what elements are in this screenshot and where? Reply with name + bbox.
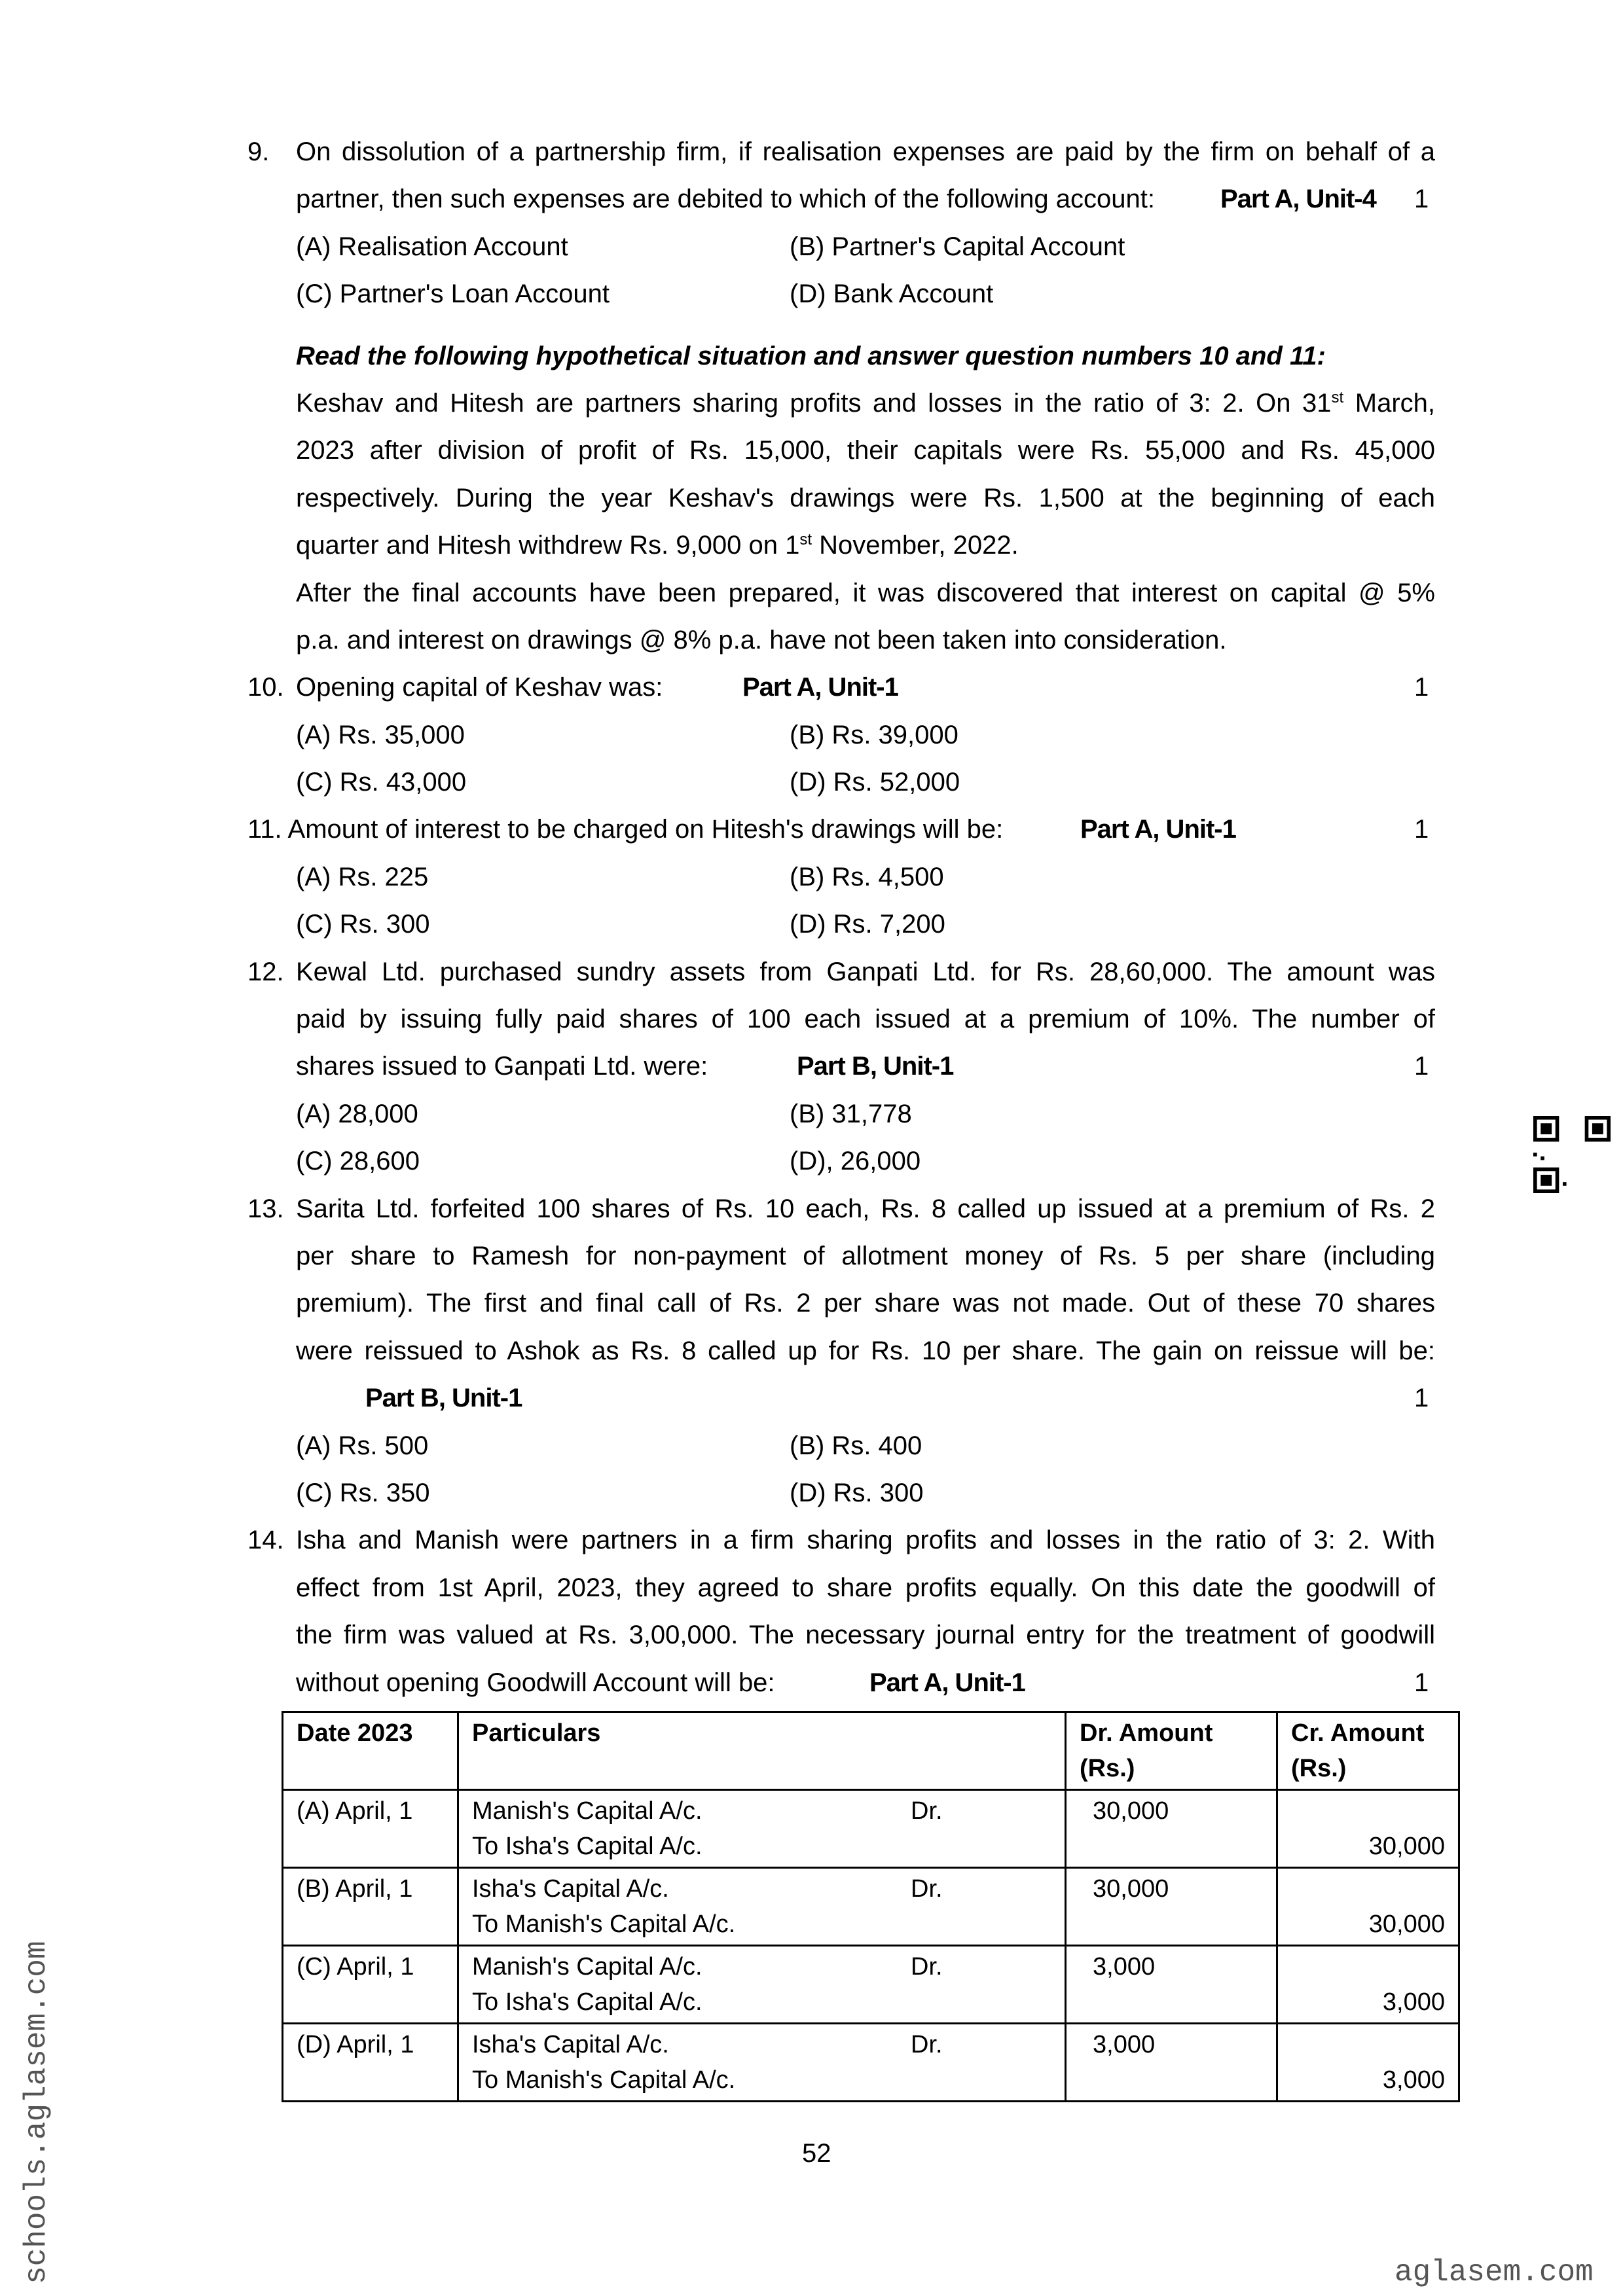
question-text: per share to Ramesh for non-payment of allotment money of Rs. 5 per share (including xyxy=(296,1241,1435,1270)
options-row xyxy=(0,223,1623,270)
option-a: (A) 28,000 xyxy=(296,1099,418,1128)
marks: 1 xyxy=(1414,1052,1429,1081)
entry-particulars xyxy=(458,1868,1066,1946)
q10-line xyxy=(0,664,1623,711)
entry-particulars xyxy=(458,2024,1066,2102)
option-b: (B) Rs. 400 xyxy=(790,1431,922,1460)
q13-line-1 xyxy=(0,1185,1623,1232)
question-number: 10. xyxy=(247,673,284,702)
option-b: (B) Rs. 4,500 xyxy=(790,862,944,891)
q14-line-3 xyxy=(0,1611,1623,1659)
option-d: (D), 26,000 xyxy=(790,1147,921,1176)
text: November, 2022. xyxy=(812,531,1019,560)
q12-line-1 xyxy=(0,948,1623,996)
passage-line xyxy=(0,617,1623,664)
option-b: (B) 31,778 xyxy=(790,1099,912,1128)
marks: 1 xyxy=(1414,1668,1429,1697)
credit-account: To Manish's Capital A/c. xyxy=(472,2066,736,2094)
question-text: premium). The first and final call of Rs. 2 per share was not made. Out of these 70 shares xyxy=(296,1289,1435,1318)
passage-line xyxy=(0,522,1623,569)
q14-line-4 xyxy=(0,1659,1623,1706)
debit-account: Manish's Capital A/c. xyxy=(472,1953,702,1981)
marks: 1 xyxy=(1414,673,1429,702)
cr-amount-value: 3,000 xyxy=(1382,1988,1445,2016)
unit-tag: Part A, Unit-1 xyxy=(1080,815,1236,844)
question-number: 9. xyxy=(247,137,270,166)
dr-amount: 3,000 xyxy=(1066,1946,1277,2024)
passage-text: After the final accounts have been prepared, it was discovered that interest on capital @ 5% xyxy=(296,578,1435,607)
entry-particulars xyxy=(458,1946,1066,2024)
question-flow xyxy=(0,128,1623,1706)
option-a: (A) Realisation Account xyxy=(296,232,568,261)
option-c: (C) 28,600 xyxy=(296,1147,420,1176)
header-cr-amount: Cr. Amount (Rs.) xyxy=(1277,1712,1459,1790)
table-row xyxy=(283,1790,1459,1868)
option-d: (D) Rs. 52,000 xyxy=(790,768,960,797)
text: quarter and Hitesh withdrew Rs. 9,000 on 1 xyxy=(296,531,800,560)
entry-date: (A) April, 1 xyxy=(283,1790,458,1868)
question-text: Opening capital of Keshav was: xyxy=(296,673,663,702)
options-row xyxy=(0,853,1623,901)
cr-amount-value: 3,000 xyxy=(1382,2066,1445,2094)
credit-account: To Isha's Capital A/c. xyxy=(472,1833,702,1860)
dr-amount: 3,000 xyxy=(1066,2024,1277,2102)
question-text: Sarita Ltd. forfeited 100 shares of Rs. 10 each, Rs. 8 called up issued at a premium of Rs. 2 xyxy=(296,1194,1435,1223)
options-row xyxy=(0,1469,1623,1516)
superscript: st xyxy=(799,531,812,549)
text: March, xyxy=(1343,388,1435,418)
passage-heading-line xyxy=(0,332,1623,380)
option-c: (C) Partner's Loan Account xyxy=(296,279,610,309)
table-header-row xyxy=(283,1712,1459,1790)
passage-heading: Read the following hypothetical situation and answer question numbers 10 and 11: xyxy=(296,341,1326,370)
q13-tag-line xyxy=(0,1374,1623,1422)
passage-text: p.a. and interest on drawings @ 8% p.a. have not been taken into consideration. xyxy=(296,625,1227,655)
option-b: (B) Rs. 39,000 xyxy=(790,720,958,749)
cr-amount-value: 30,000 xyxy=(1368,1833,1445,1860)
passage-line xyxy=(0,380,1623,427)
option-c: (C) Rs. 300 xyxy=(296,910,430,939)
question-text: effect from 1st April, 2023, they agreed to share profits equally. On this date the goodwill of xyxy=(296,1573,1435,1602)
header-dr-amount: Dr. Amount (Rs.) xyxy=(1066,1712,1277,1790)
q9-line-1 xyxy=(0,128,1623,175)
marks: 1 xyxy=(1414,815,1429,844)
cr-amount xyxy=(1277,2024,1459,2102)
question-text: were reissued to Ashok as Rs. 8 called up for Rs. 10 per share. The gain on reissue will be: xyxy=(296,1336,1435,1365)
debit-account: Manish's Capital A/c. xyxy=(472,1797,702,1825)
passage-line xyxy=(0,475,1623,522)
q12-line-2 xyxy=(0,996,1623,1043)
dr-label: Dr. xyxy=(911,1875,943,1903)
options-row xyxy=(0,901,1623,948)
entry-date: (D) April, 1 xyxy=(283,2024,458,2102)
question-number: 13. xyxy=(247,1194,284,1223)
option-b: (B) Partner's Capital Account xyxy=(790,232,1125,261)
dr-label: Dr. xyxy=(911,1797,943,1825)
table-row xyxy=(283,2024,1459,2102)
journal-entry-table xyxy=(282,1711,1460,2102)
q13-line-2 xyxy=(0,1232,1623,1280)
cr-amount-value: 30,000 xyxy=(1368,1910,1445,1938)
unit-tag: Part A, Unit-1 xyxy=(742,673,898,702)
option-a: (A) Rs. 225 xyxy=(296,862,429,891)
unit-tag: Part B, Unit-1 xyxy=(365,1384,522,1413)
option-d: (D) Rs. 7,200 xyxy=(790,910,945,939)
options-row xyxy=(0,759,1623,806)
unit-tag: Part A, Unit-1 xyxy=(869,1668,1025,1697)
passage-text xyxy=(296,522,1019,569)
options-row xyxy=(0,711,1623,759)
unit-tag: Part A, Unit-4 xyxy=(1220,185,1376,214)
q9-line-2 xyxy=(0,175,1623,223)
watermark-left: schools.aglasem.com xyxy=(20,1941,54,2284)
question-text: the firm was valued at Rs. 3,00,000. The necessary journal entry for the treatment of goodwill xyxy=(296,1621,1435,1650)
option-c: (C) Rs. 350 xyxy=(296,1478,430,1507)
entry-date: (C) April, 1 xyxy=(283,1946,458,2024)
q13-line-4 xyxy=(0,1327,1623,1374)
question-text: 11. Amount of interest to be charged on Hitesh's drawings will be: xyxy=(247,815,1004,844)
q11-line xyxy=(0,806,1623,853)
dr-label: Dr. xyxy=(911,2031,943,2058)
table-row xyxy=(283,1868,1459,1946)
question-text: partner, then such expenses are debited to which of the following account: xyxy=(296,185,1155,214)
options-row xyxy=(0,1090,1623,1138)
watermark-right: aglasem.com xyxy=(1395,2255,1594,2289)
text: Keshav and Hitesh are partners sharing profits and losses in the ratio of 3: 2. On 31 xyxy=(296,388,1332,418)
cr-amount xyxy=(1277,1790,1459,1868)
passage-text xyxy=(296,380,1435,427)
question-text: paid by issuing fully paid shares of 100 each issued at a premium of 10%. The number of xyxy=(296,1005,1435,1034)
passage-line xyxy=(0,427,1623,474)
credit-account: To Manish's Capital A/c. xyxy=(472,1910,736,1938)
question-number: 14. xyxy=(247,1526,284,1555)
option-d: (D) Bank Account xyxy=(790,279,994,309)
marks: 1 xyxy=(1414,185,1429,214)
options-row xyxy=(0,270,1623,317)
question-text: Kewal Ltd. purchased sundry assets from Ganpati Ltd. for Rs. 28,60,000. The amount was xyxy=(296,957,1435,986)
unit-tag: Part B, Unit-1 xyxy=(797,1052,954,1081)
passage-line xyxy=(0,569,1623,617)
entry-particulars xyxy=(458,1790,1066,1868)
debit-account: Isha's Capital A/c. xyxy=(472,2031,669,2058)
entry-date: (B) April, 1 xyxy=(283,1868,458,1946)
dr-amount: 30,000 xyxy=(1066,1790,1277,1868)
credit-account: To Isha's Capital A/c. xyxy=(472,1988,702,2016)
option-c: (C) Rs. 43,000 xyxy=(296,768,467,797)
options-row xyxy=(0,1422,1623,1469)
option-d: (D) Rs. 300 xyxy=(790,1478,924,1507)
header-date: Date 2023 xyxy=(283,1712,458,1790)
question-text: Isha and Manish were partners in a firm sharing profits and losses in the ratio of 3: 2. With xyxy=(296,1526,1435,1555)
option-a: (A) Rs. 500 xyxy=(296,1431,429,1460)
q12-line-3 xyxy=(0,1043,1623,1090)
question-text: without opening Goodwill Account will be: xyxy=(296,1668,775,1697)
dr-amount: 30,000 xyxy=(1066,1868,1277,1946)
table-row xyxy=(283,1946,1459,2024)
passage-text: respectively. During the year Keshav's drawings were Rs. 1,500 at the beginning of each xyxy=(296,483,1435,512)
question-text: shares issued to Ganpati Ltd. were: xyxy=(296,1052,708,1081)
qr-code-icon xyxy=(1533,1116,1611,1193)
options-row xyxy=(0,1138,1623,1185)
question-number: 12. xyxy=(247,957,284,986)
header-particulars: Particulars xyxy=(458,1712,1066,1790)
passage-text: 2023 after division of profit of Rs. 15,000, their capitals were Rs. 55,000 and Rs. 45,000 xyxy=(296,436,1435,465)
option-a: (A) Rs. 35,000 xyxy=(296,720,465,749)
page-number: 52 xyxy=(802,2139,831,2168)
cr-amount xyxy=(1277,1868,1459,1946)
marks: 1 xyxy=(1414,1384,1429,1413)
superscript: st xyxy=(1331,388,1344,406)
q14-line-1 xyxy=(0,1516,1623,1564)
q14-line-2 xyxy=(0,1564,1623,1611)
question-text: On dissolution of a partnership firm, if realisation expenses are paid by the firm on behalf of a xyxy=(296,137,1435,166)
dr-label: Dr. xyxy=(911,1953,943,1981)
debit-account: Isha's Capital A/c. xyxy=(472,1875,669,1903)
cr-amount xyxy=(1277,1946,1459,2024)
q13-line-3 xyxy=(0,1280,1623,1327)
